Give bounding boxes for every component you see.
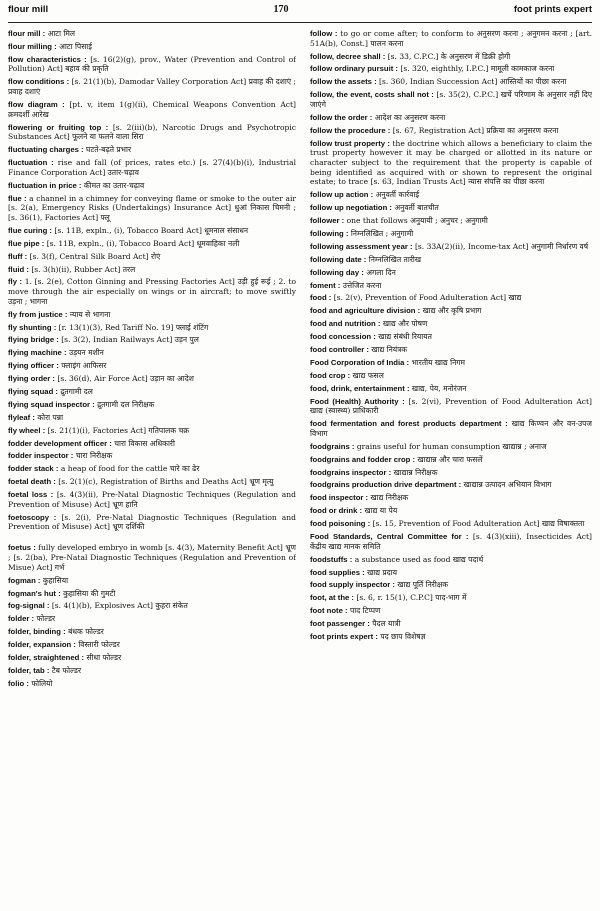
dictionary-entry <box>8 513 296 532</box>
entry-definition: [s. 360, Indian Succession Act] आस्तियों का पीछा करना <box>379 77 567 87</box>
dictionary-entry <box>8 361 296 371</box>
section-gap <box>8 535 296 543</box>
entry-term: foetoscopy : <box>8 512 57 522</box>
entry-term: food : <box>310 293 332 303</box>
dictionary-entry <box>310 345 592 355</box>
entry-definition: [s. 11B, expln., (i), Tobacco Board Act] धूमनाल संसाधन <box>54 225 249 235</box>
entry-definition: a channel in a chimney for conveying flame or smoke to the outer air [s. 2(a), Emergency Risks (Undertakings) Insurance Act] धुआं निकास चिमनी ; [s. 36(1), Factories Act] फ्लू <box>8 193 296 222</box>
entry-definition: आटा पिसाई <box>59 41 92 51</box>
dictionary-entry <box>310 442 592 452</box>
dictionary-entry <box>8 666 296 676</box>
dictionary-entry <box>8 543 296 572</box>
dictionary-entry <box>310 52 592 62</box>
entry-term: flying squad : <box>8 387 58 397</box>
entry-term: Food (Health) Authority : <box>310 396 405 406</box>
dictionary-entry <box>310 606 592 616</box>
entry-definition: [s. 4(3)(ii), Pre-Natal Diagnostic Techniques (Regulation and Prevention of Misuse) Act] भ्रूण हानि <box>8 490 296 509</box>
entry-term: following : <box>310 229 349 239</box>
entry-definition: सीधा फोल्डर <box>86 652 122 662</box>
entry-definition: कीमत का उतार-चढ़ाव <box>83 180 145 190</box>
entry-term: flow diagram : <box>8 99 65 109</box>
dictionary-entry <box>8 589 296 599</box>
entry-definition: [s. 33A(2)(ii), Income-tax Act] अनुगामी निर्धारण वर्ष <box>414 241 589 251</box>
entry-term: fog-signal : <box>8 601 50 611</box>
entry-term: flue : <box>8 193 27 203</box>
entry-term: food controller : <box>310 345 369 355</box>
entry-term: fly from justice : <box>8 309 68 319</box>
right-column <box>310 29 592 692</box>
entry-term: foot prints expert : <box>310 631 378 641</box>
entry-term: flying machine : <box>8 348 67 358</box>
dictionary-entry <box>8 77 296 96</box>
entry-term: fly shunting : <box>8 322 57 332</box>
dictionary-entry <box>310 77 592 87</box>
entry-term: foodgrains and fodder crop : <box>310 454 416 464</box>
dictionary-entry <box>8 640 296 650</box>
entry-definition: [s. 2(i), Pre-Natal Diagnostic Techniques (Regulation and Prevention of Misuse) Act] भ्रूण दर्शिकी <box>8 512 296 532</box>
entry-term: foment : <box>310 280 341 290</box>
dictionary-entry <box>8 614 296 624</box>
dictionary-entry <box>310 619 592 629</box>
entry-term: flow conditions : <box>8 77 70 87</box>
entry-term: food and nutrition : <box>310 319 381 329</box>
entry-term: foot passenger : <box>310 619 370 629</box>
entry-term: food supply inspector : <box>310 580 395 590</box>
entry-definition: खाद्यान्न उत्पादन अभियान विभाग <box>463 480 552 490</box>
entry-term: folder, tab : <box>8 665 50 675</box>
dictionary-entry <box>310 293 592 303</box>
entry-term: follow the order : <box>310 112 373 122</box>
entry-term: fogman : <box>8 575 41 585</box>
entry-definition: भारतीय खाद्य निगम <box>411 357 466 367</box>
entry-definition: चारा विकास अधिकारी <box>114 438 175 448</box>
dictionary-entry <box>8 374 296 384</box>
entry-definition: द्रुतगामी दल <box>60 387 93 397</box>
entry-definition: खाद्य या पेय <box>364 506 398 516</box>
entry-definition: खाद्य फसल <box>352 370 384 380</box>
page-header <box>8 4 592 23</box>
dictionary-entry <box>8 42 296 52</box>
dictionary-entry <box>310 332 592 342</box>
entry-definition: फोलियो <box>31 678 53 688</box>
entry-term: flour milling : <box>8 41 57 51</box>
entry-definition: [pt. v, item 1(g)(ii), Chemical Weapons Convention Act] क्रमदर्शी आरेख <box>8 99 296 119</box>
entry-definition: खाद्य पूर्ति निरीक्षक <box>397 580 449 590</box>
dictionary-entry <box>8 451 296 461</box>
entry-definition: a substance used as food खाद्य पदार्थ <box>354 554 484 564</box>
entry-term: food concession : <box>310 332 376 342</box>
dictionary-entry <box>8 387 296 397</box>
dictionary-entry <box>310 519 592 529</box>
entry-term: following assessment year : <box>310 241 413 251</box>
entry-term: fluff : <box>8 251 28 261</box>
entry-term: foot note : <box>310 606 348 616</box>
entry-definition: [s. 2(v), Prevention of Food Adulteration Act] खाद्य <box>333 293 522 303</box>
dictionary-entry <box>310 468 592 478</box>
entry-term: follow the procedure : <box>310 125 391 135</box>
entry-definition: खाद्य नियंत्रक <box>371 345 408 355</box>
entry-definition: [s. 36(d), Air Force Act] उड़ान का आदेश <box>57 374 194 384</box>
entry-definition: [s. 15, Prevention of Food Adulteration Act] खाद्य विषाक्तता <box>372 519 585 529</box>
entry-term: follow up action : <box>310 190 374 200</box>
entry-term: foodgrains production drive department : <box>310 480 462 490</box>
entry-term: flying bridge : <box>8 335 59 345</box>
entry-definition: आदेश का अनुसरण करना <box>374 112 446 122</box>
entry-definition: निम्नलिखित ; अनुगामी <box>350 229 414 239</box>
entry-definition: [s. 3(h)(ii), Rubber Act] तरल <box>31 264 136 274</box>
dictionary-entry <box>8 158 296 177</box>
entry-term: following day : <box>310 267 364 277</box>
entry-term: fluctuating charges : <box>8 145 84 155</box>
entry-term: food or drink : <box>310 506 363 516</box>
entry-term: food crop : <box>310 370 351 380</box>
entry-term: food inspector : <box>310 493 369 503</box>
entry-definition: आटा मिल <box>47 29 76 38</box>
dictionary-entry <box>8 477 296 487</box>
dictionary-entry <box>8 239 296 249</box>
dictionary-entry <box>310 229 592 239</box>
dictionary-entry <box>8 323 296 333</box>
entry-term: foetal loss : <box>8 490 54 500</box>
entry-term: fogman's hut : <box>8 588 61 598</box>
entry-definition: [s. 67, Registration Act] प्रक्रिया का अनुसरण करना <box>392 125 559 135</box>
dictionary-entry <box>310 126 592 136</box>
entry-term: food and agriculture division : <box>310 306 421 316</box>
dictionary-entry <box>310 281 592 291</box>
entry-term: foot, at the : <box>310 593 354 603</box>
dictionary-entry <box>8 348 296 358</box>
entry-term: foodstuffs : <box>310 554 353 564</box>
entry-term: food, drink, entertainment : <box>310 383 410 393</box>
entry-term: flow characteristics : <box>8 54 87 64</box>
dictionary-entry <box>310 419 592 438</box>
entry-definition: [s. 4(1)(b), Explosives Act] कुहरा संकेत <box>51 601 188 611</box>
dictionary-entry <box>8 490 296 509</box>
dictionary-entry <box>8 439 296 449</box>
entry-term: flour mill : <box>8 29 46 38</box>
entry-definition: खाद्य और पोषण <box>382 319 428 329</box>
entry-definition: [s. 35(2), C.P.C.] खर्चे परिणाम के अनुसार नहीं दिए जाएंगे <box>310 90 592 109</box>
dictionary-entry <box>310 371 592 381</box>
entry-definition: [s. 3(2), Indian Railways Act] उड़न पुल <box>61 335 199 345</box>
entry-definition: कुहासिया <box>42 575 69 585</box>
dictionary-entry <box>8 653 296 663</box>
dictionary-entry <box>310 568 592 578</box>
header-guide-word-left: flour mill <box>8 4 49 15</box>
dictionary-entry <box>310 268 592 278</box>
entry-definition: कोरा पन्ना <box>37 412 64 422</box>
entry-definition: [s. 3(f), Central Silk Board Act] रोएं <box>29 251 161 261</box>
entry-term: fluctuation : <box>8 158 54 168</box>
dictionary-entry <box>310 64 592 74</box>
entry-term: follow ordinary pursuit : <box>310 64 398 74</box>
dictionary-entry <box>8 55 296 74</box>
entry-term: flying order : <box>8 374 55 384</box>
entry-term: fodder development officer : <box>8 438 112 448</box>
dictionary-entry <box>310 358 592 368</box>
dictionary-entry <box>8 576 296 586</box>
entry-definition: अगला दिन <box>366 267 396 277</box>
entry-term: foodgrains inspector : <box>310 467 392 477</box>
entry-definition: घटते-बढ़ते प्रभार <box>86 145 132 155</box>
entry-term: following date : <box>310 254 367 264</box>
dictionary-entry <box>310 555 592 565</box>
entry-term: food fermentation and forest products department : <box>310 419 508 429</box>
dictionary-entry <box>8 400 296 410</box>
entry-term: fodder inspector : <box>8 451 74 461</box>
entry-term: follow trust property : <box>310 138 390 148</box>
dictionary-entry <box>8 627 296 637</box>
header-guide-word-right: foot prints expert <box>513 4 592 15</box>
entry-term: flying squad inspector : <box>8 399 95 409</box>
dictionary-entry <box>8 679 296 689</box>
entry-term: follow, the event, costs shall not : <box>310 90 434 100</box>
entry-definition: खाद्यान्न और चारा फसलें <box>417 454 483 464</box>
entry-definition: to go or come after; to conform to अनुसरण करना ; अनुगमन करना ; [art. 51A(b), Const.] पालन करना <box>310 29 592 48</box>
dictionary-entry <box>8 277 296 306</box>
dictionary-entry <box>310 632 592 642</box>
entry-term: follow, decree shall : <box>310 51 386 61</box>
entry-term: foodgrains : <box>310 441 355 451</box>
entry-term: follow the assets : <box>310 77 377 87</box>
entry-definition: खाद्य किण्वन और वन-उपज विभाग <box>310 419 592 438</box>
dictionary-entry <box>310 493 592 503</box>
entry-definition: [s. 2(iii)(b), Narcotic Drugs and Psychotropic Substances Act] फूलने या फलने वाला सिरा <box>8 122 296 142</box>
entry-definition: बंधक फोल्डर <box>68 627 104 637</box>
entry-definition: पाद टिप्पण <box>349 606 381 616</box>
entry-definition: [s. 2(1)(c), Registration of Births and Deaths Act] भ्रूण मृत्यु <box>58 477 274 487</box>
entry-term: food poisoning : <box>310 519 371 529</box>
entry-definition: द्रुतगामी दल निरीक्षक <box>97 399 155 409</box>
dictionary-entry <box>310 319 592 329</box>
entry-term: fodder stack : <box>8 464 59 474</box>
entry-definition: खाद्य और कृषि प्रभाग <box>422 306 482 316</box>
dictionary-entry <box>310 480 592 490</box>
dictionary-entry <box>8 601 296 611</box>
dictionary-entry <box>8 123 296 142</box>
dictionary-entry <box>8 29 296 39</box>
dictionary-entry <box>8 310 296 320</box>
dictionary-entry <box>310 90 592 109</box>
entry-definition: न्याय से भागना <box>69 309 111 319</box>
entry-definition: अनुवर्ती बातचीत <box>394 203 439 213</box>
entry-term: flowering or fruiting top : <box>8 122 109 132</box>
entry-definition: खाद्य निरीक्षक <box>370 493 409 503</box>
dictionary-entry <box>310 580 592 590</box>
entry-definition: 1. [s. 2(e), Cotton Ginning and Pressing Factories Act] उड़ी हुई रूई ; 2. to move through the air especially on wings or in aircraft; to move swiftly उड़ना ; भागना <box>8 277 296 306</box>
dictionary-entry <box>310 203 592 213</box>
entry-definition: [s. 33, C.P.C.] के अनुसरण में डिक्री होगी <box>387 51 511 61</box>
entry-definition: fully developed embryo in womb [s. 4(3), Maternity Benefit Act] भ्रूण ; [s. 2(ba), Pre-Natal Diagnostic Techniques (Regulation and Prevention of Misue) Act] गर्भ <box>8 543 296 572</box>
dictionary-entry <box>310 397 592 416</box>
entry-definition: उड़यन मशीन <box>68 348 104 358</box>
dictionary-entry <box>310 190 592 200</box>
entry-definition: a heap of food for the cattle चारे का ढेर <box>60 464 200 474</box>
entry-term: flying officer : <box>8 361 59 371</box>
entry-definition: [s. 21(1)(i), Factories Act] गतिपालक चक्र <box>47 425 190 435</box>
entry-term: follow up negotiation : <box>310 203 392 213</box>
entry-definition: [s. 4(3)(xiii), Insecticides Act] केंद्रीय खाद्य मानक समिति <box>310 532 592 551</box>
entry-definition: अनुवर्ती कार्रवाई <box>375 190 420 200</box>
entry-definition: कुहासिया की गुमटी <box>63 588 116 598</box>
entry-definition: चारा निरीक्षक <box>75 451 113 461</box>
entry-definition: [s. 6, r. 15(1), C.P.C] पाद-भाग में <box>356 593 467 603</box>
columns <box>8 29 592 692</box>
dictionary-entry <box>310 242 592 252</box>
entry-term: follower : <box>310 216 345 226</box>
entry-definition: [r. 13(1)(3), Red Tariff No. 19] फ्लाई शंटिंग <box>58 322 209 332</box>
entry-definition: टैब फोल्डर <box>51 665 82 675</box>
entry-definition: [s. 11B, expln., (i), Tobacco Board Act] धूमवाहिका नली <box>46 238 240 248</box>
page-number: 170 <box>273 4 289 15</box>
dictionary-entry <box>8 413 296 423</box>
dictionary-entry <box>8 145 296 155</box>
entry-definition: खाद्य, पेय, मनोरंजन <box>411 383 467 393</box>
entry-definition: one that follows अनुयायी ; अनुचर ; अनुगामी <box>346 216 488 226</box>
entry-term: Food Standards, Central Committee for : <box>310 532 469 542</box>
entry-term: Food Corporation of India : <box>310 357 410 367</box>
dictionary-entry <box>310 113 592 123</box>
entry-definition: rise and fall (of prices, rates etc.) [s. 27(4)(b)(i), Industrial Finance Corporation Act] उतार-चढ़ाव <box>8 158 296 177</box>
entry-term: folder, binding : <box>8 627 66 637</box>
entry-term: folio : <box>8 678 29 688</box>
dictionary-entry <box>310 216 592 226</box>
entry-definition: खाद्य संबंधी रियायत <box>378 332 432 342</box>
entry-definition: फ्लाइंग आफिसर <box>61 361 107 371</box>
entry-term: food supplies : <box>310 567 365 577</box>
left-column <box>8 29 296 692</box>
entry-definition: grains useful for human consumption खाद्यान्न ; अनाज <box>356 441 547 451</box>
dictionary-entry <box>8 100 296 119</box>
dictionary-entry <box>8 226 296 236</box>
dictionary-entry <box>310 506 592 516</box>
entry-definition: विस्तारी फोल्डर <box>78 640 120 650</box>
entry-term: folder, straightened : <box>8 652 85 662</box>
entry-term: fluid : <box>8 264 29 274</box>
dictionary-entry <box>310 255 592 265</box>
entry-definition: खाद्य प्रदाय <box>367 567 397 577</box>
dictionary-entry <box>8 194 296 223</box>
dictionary-entry <box>8 464 296 474</box>
entry-definition: the doctrine which allows a beneficiary to claim the trust property however it may be charged or allotted in its nature or character subject to the requirement that the property is capable of being identified as acquired with or shown to represent the original estate; to trace [s. 63, Indian Trusts Act] न्यास संपत्ति का पीछा करना <box>310 138 592 187</box>
entry-definition: उत्तेजित करना <box>342 280 382 290</box>
entry-definition: [s. 21(1)(b), Damodar Valley Corporation Act] प्रवाह की दशाएं ; प्रवाह दशाएं <box>8 77 296 97</box>
dictionary-entry <box>310 29 592 48</box>
entry-term: flyleaf : <box>8 412 35 422</box>
entry-term: folder, expansion : <box>8 640 76 650</box>
entry-term: fly : <box>8 277 23 287</box>
entry-definition: [s. 320, eighthly, I.P.C.] मामूली कामकाज करना <box>400 64 555 74</box>
entry-definition: पद छाप विशेषज्ञ <box>380 631 426 641</box>
dictionary-entry <box>8 426 296 436</box>
entry-term: flue curing : <box>8 225 52 235</box>
entry-definition: [s. 2(vi), Prevention of Food Adulteration Act] खाद्य (स्वास्थ्य) प्राधिकारी <box>310 396 592 416</box>
dictionary-entry <box>310 455 592 465</box>
entry-term: foetus : <box>8 543 36 553</box>
entry-term: flue pipe : <box>8 238 45 248</box>
dictionary-entry <box>8 181 296 191</box>
entry-term: follow : <box>310 29 338 38</box>
entry-term: fluctuation in price : <box>8 180 82 190</box>
dictionary-entry <box>310 139 592 188</box>
entry-definition: पैदल यात्री <box>372 619 401 629</box>
entry-term: fly wheel : <box>8 425 46 435</box>
entry-definition: खाद्यान्न निरीक्षक <box>393 467 438 477</box>
dictionary-entry <box>8 265 296 275</box>
dictionary-entry <box>8 335 296 345</box>
dictionary-entry <box>8 252 296 262</box>
entry-term: foetal death : <box>8 477 56 487</box>
entry-definition: निम्नलिखित तारीख <box>368 254 422 264</box>
dictionary-entry <box>310 532 592 551</box>
entry-definition: [s. 16(2)(g), prov., Water (Prevention and Control of Pollution) Act] बहाव की प्रकृति <box>8 54 296 74</box>
dictionary-entry <box>310 593 592 603</box>
entry-definition: फोल्डर <box>36 614 56 624</box>
dictionary-entry <box>310 384 592 394</box>
dictionary-entry <box>310 306 592 316</box>
entry-term: folder : <box>8 614 35 624</box>
